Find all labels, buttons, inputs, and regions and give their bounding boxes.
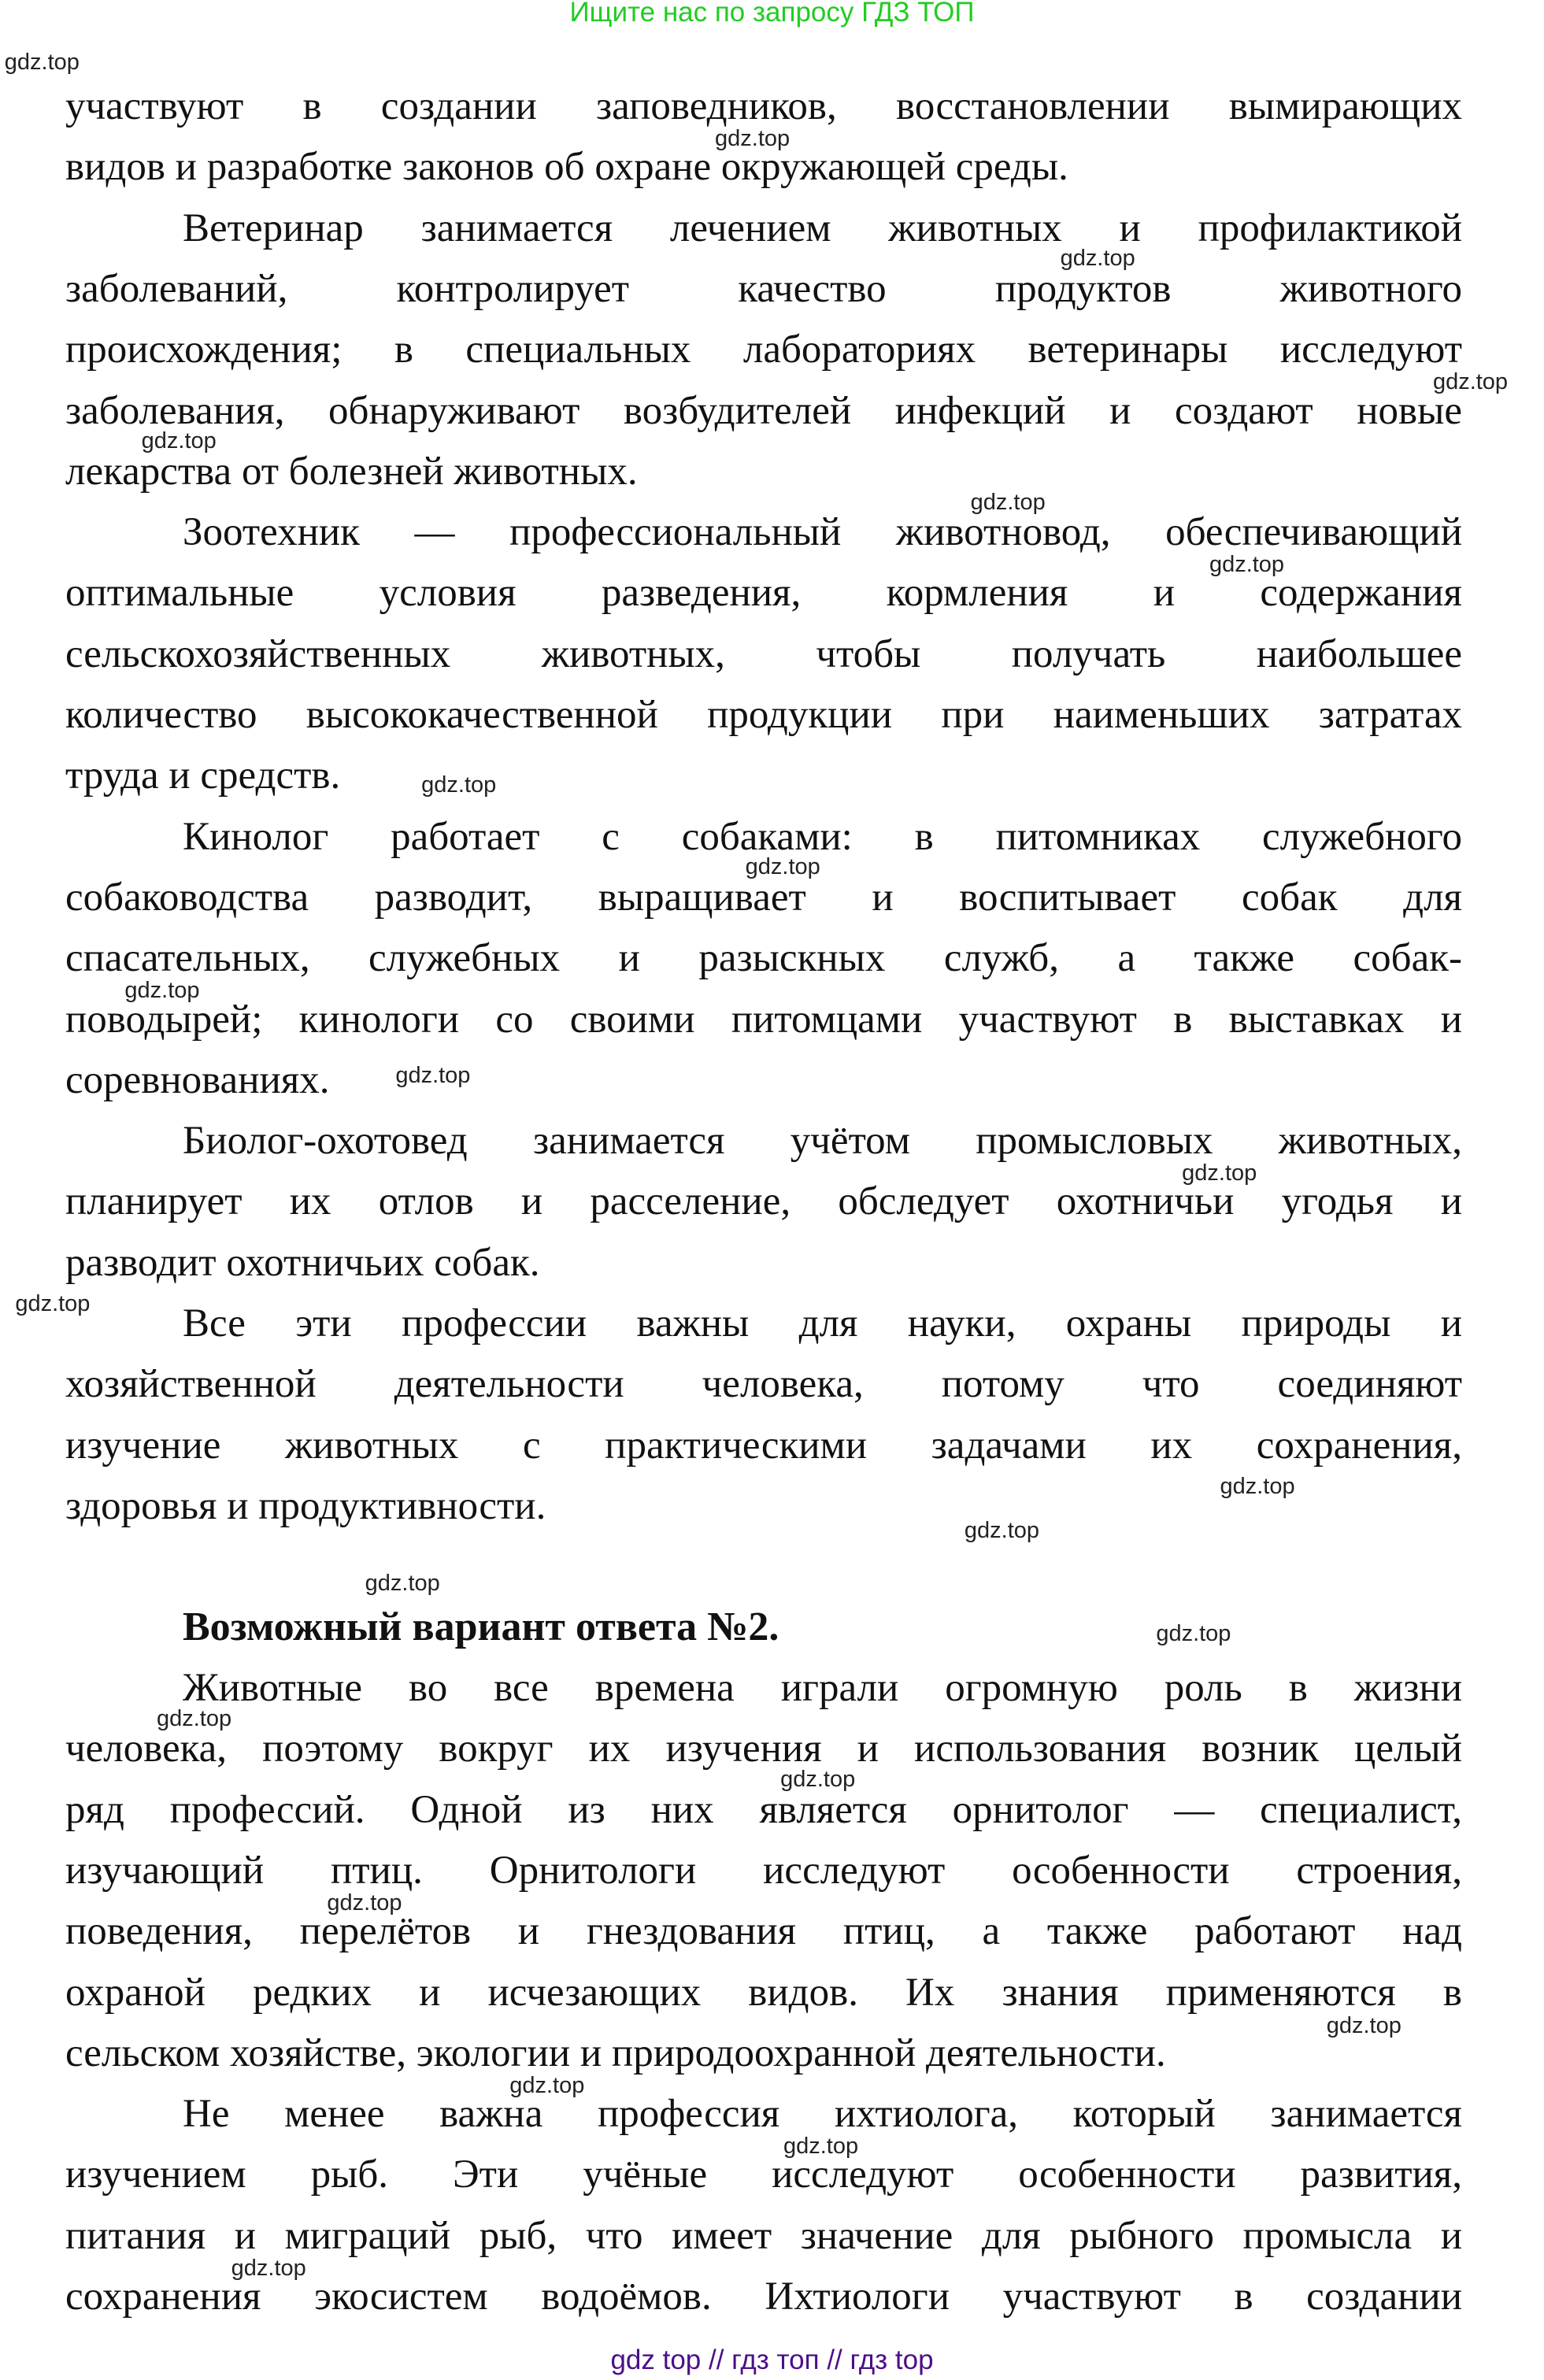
watermark: gdz.top [715, 125, 791, 151]
watermark: gdz.top [1432, 368, 1509, 394]
text-line: Биолог-охотовед занимается учётом промысловых животных, [183, 1119, 1462, 1164]
watermark: gdz.top [231, 2255, 306, 2281]
text-line: спасательных, служебных и разыскных служб, а также собак- [65, 936, 1462, 981]
text-line: хозяйственной деятельности человека, потому что соединяют [65, 1362, 1462, 1407]
watermark: gdz.top [1060, 246, 1135, 272]
text-line: Все эти профессии важны для науки, охраны природы и [183, 1301, 1462, 1345]
footer-links: gdz top // гдз топ // гдз top [610, 2345, 934, 2375]
text-line: заболевания, обнаруживают возбудителей инфекций и создают новые [65, 388, 1462, 433]
watermark: gdz.top [365, 1571, 440, 1597]
watermark: gdz.top [780, 1767, 856, 1793]
text-line: сельскохозяйственных животных, чтобы получать наибольшее [65, 631, 1462, 676]
text-line: поводырей; кинологи со своими питомцами участвуют в выставках и [65, 997, 1462, 1042]
watermark: gdz.top [15, 1290, 91, 1316]
watermark: gdz.top [970, 489, 1046, 515]
text-line: Зоотехник — профессиональный животновод, обеспечивающий [183, 510, 1462, 555]
text-line: видов и разработке законов об охране окружающей среды. [65, 145, 1068, 190]
watermark: gdz.top [783, 2134, 859, 2160]
text-line: разводит охотничьих собак. [65, 1240, 540, 1285]
text-line: здоровья и продуктивности. [65, 1483, 546, 1528]
text-line: собаководства разводит, выращивает и воспитывает собак для [65, 875, 1462, 920]
watermark: gdz.top [964, 1517, 1040, 1543]
watermark: gdz.top [1209, 551, 1285, 577]
watermark: gdz.top [124, 977, 200, 1003]
text-line: труда и средств. [65, 753, 341, 798]
text-line: человека, поэтому вокруг их изучения и использования возник целый [65, 1727, 1462, 1771]
watermark: gdz.top [141, 428, 217, 454]
watermark: gdz.top [327, 1890, 402, 1915]
watermark: gdz.top [745, 854, 820, 880]
watermark: gdz.top [509, 2072, 585, 2098]
watermark: gdz.top [1156, 1620, 1231, 1646]
text-line: лекарства от болезней животных. [65, 449, 638, 494]
watermark: gdz.top [1220, 1473, 1295, 1499]
text-line: участвуют в создании заповедников, восстановлении вымирающих [65, 84, 1462, 128]
text-line: происхождения; в специальных лабораториях ветеринары исследуют [65, 328, 1462, 372]
text-line: сельском хозяйстве, экологии и природоохранной деятельности. [65, 2030, 1166, 2075]
text-line: изучение животных с практическими задачами их сохранения, [65, 1423, 1462, 1468]
watermark: gdz.top [1182, 1160, 1257, 1186]
text-line: соревнованиях. [65, 1057, 330, 1102]
text-line: количество высококачественной продукции при наименьших затратах [65, 693, 1462, 737]
text-line: Животные во все времена играли огромную роль в жизни [183, 1666, 1462, 1710]
answer-heading: Возможный вариант ответа №2. [183, 1605, 779, 1649]
watermark: gdz.top [1326, 2013, 1401, 2039]
text-line: заболеваний, контролирует качество продуктов животного [65, 266, 1462, 311]
text-line: поведения, перелётов и гнездования птиц, а также работают над [65, 1909, 1462, 1954]
text-line: изучающий птиц. Орнитологи исследуют особенности строения, [65, 1848, 1462, 1893]
text-line: планирует их отлов и расселение, обследует охотничьи угодья и [65, 1179, 1462, 1224]
text-line: ряд профессий. Одной из них является орнитолог — специалист, [65, 1787, 1462, 1832]
search-banner: Ищите нас по запросу ГДЗ ТОП [569, 0, 975, 28]
text-line: оптимальные условия разведения, кормления и содержания [65, 571, 1462, 616]
text-line: Не менее важна профессия ихтиолога, который занимается [183, 2092, 1462, 2137]
watermark: gdz.top [156, 1706, 232, 1732]
watermark: gdz.top [421, 772, 497, 798]
text-line: питания и миграций рыб, что имеет значение для рыбного промысла и [65, 2213, 1462, 2258]
text-line: охраной редких и исчезающих видов. Их знания применяются в [65, 1970, 1462, 2015]
text-line: Кинолог работает с собаками: в питомниках служебного [183, 814, 1462, 859]
watermark: gdz.top [395, 1062, 471, 1088]
watermark: gdz.top [4, 50, 80, 76]
text-line: Ветеринар занимается лечением животных и профилактикой [183, 205, 1462, 250]
text-line: изучением рыб. Эти учёные исследуют особенности развития, [65, 2152, 1462, 2197]
text-line: сохранения экосистем водоёмов. Ихтиологи участвуют в создании [65, 2275, 1462, 2319]
